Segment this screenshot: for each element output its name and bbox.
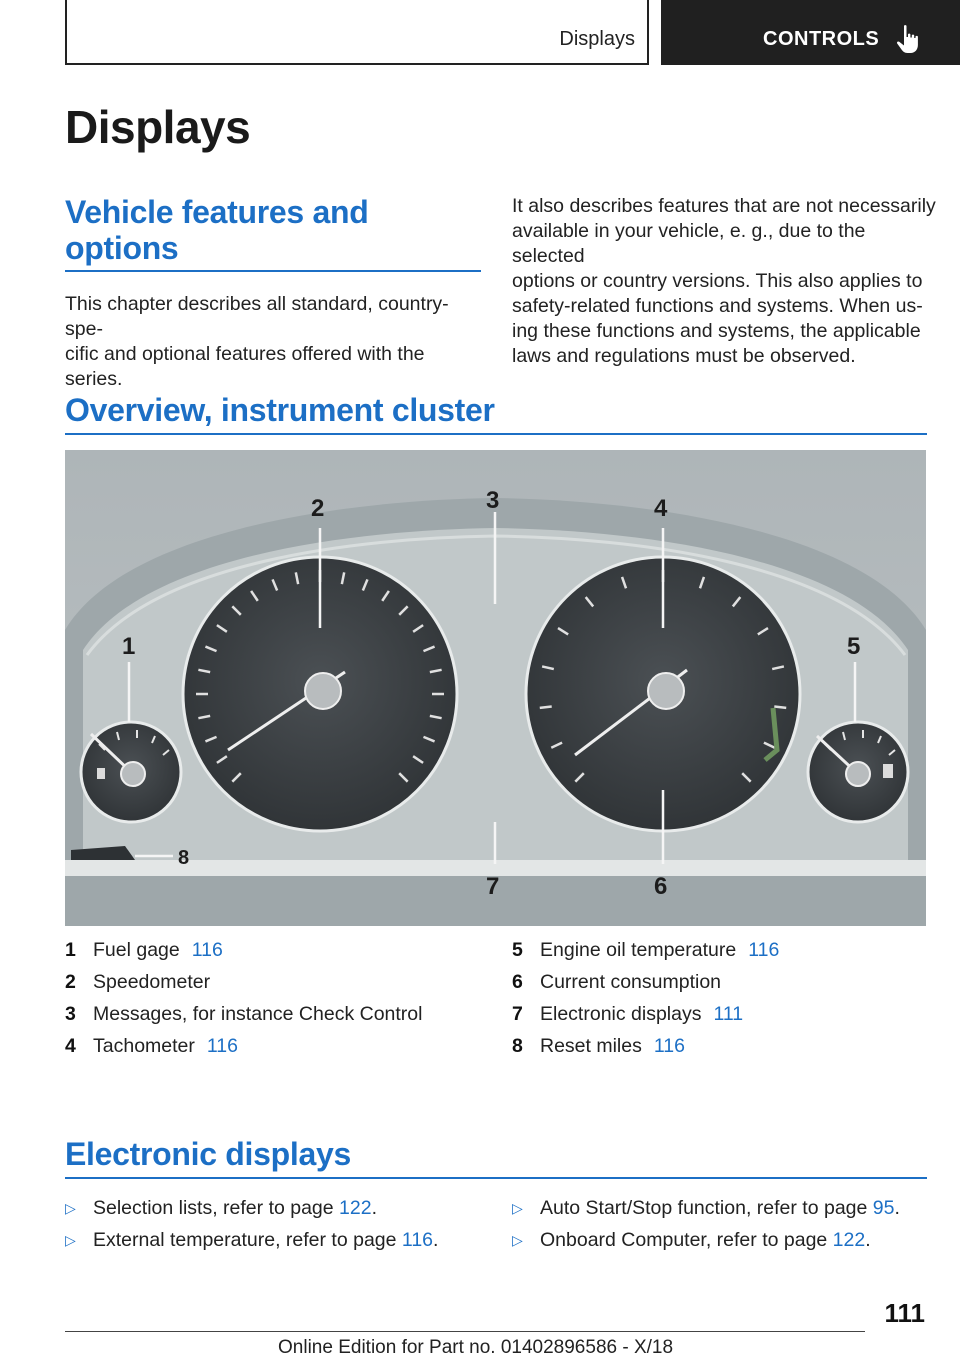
- vehicle-features-heading: [65, 194, 368, 266]
- legend-number: 5: [512, 939, 523, 961]
- triangle-bullet-icon: ▷: [65, 1200, 76, 1216]
- page-reference-link[interactable]: 116: [191, 939, 223, 961]
- intro-right-line: safety-related functions and systems. When us‐: [512, 295, 923, 317]
- bullet-end: .: [371, 1197, 378, 1219]
- hand-pointer-icon: [895, 24, 921, 54]
- legend-label: Reset miles: [540, 1035, 642, 1057]
- legend-number: 3: [65, 1003, 76, 1025]
- page-reference-link[interactable]: 116: [748, 939, 780, 961]
- header-chapter-box: [661, 0, 960, 65]
- fuel-pump-icon: [97, 768, 105, 779]
- page-title: Displays: [65, 101, 251, 153]
- bullet-end: .: [894, 1197, 900, 1219]
- legend-label: Tachometer: [93, 1035, 195, 1057]
- bullet-text: Auto Start/Stop function, refer to page: [540, 1197, 873, 1219]
- bullet-text: External temperature, refer to page: [93, 1229, 402, 1251]
- bullet-end: .: [865, 1229, 871, 1251]
- legend-label: Fuel gage: [93, 939, 180, 961]
- legend-item: [512, 998, 779, 1030]
- intro-right-line: options or country versions. This also applies to: [512, 270, 923, 292]
- intro-right-line: It also describes features that are not necessarily: [512, 195, 936, 217]
- page-reference-link[interactable]: 122: [832, 1229, 866, 1251]
- intro-right-line: available in your vehicle, e. g., due to the selected: [512, 220, 866, 267]
- list-item: [65, 1224, 438, 1256]
- page-number: 111: [884, 1298, 925, 1328]
- intro-left-line: cific and optional features offered with the series.: [65, 343, 425, 390]
- legend-item: [65, 1030, 422, 1062]
- overview-heading: Overview, instrument cluster: [65, 392, 495, 428]
- dial-tick: [540, 707, 552, 708]
- legend-number: 6: [512, 971, 523, 993]
- page-reference-link[interactable]: 95: [872, 1197, 895, 1219]
- legend-label: Electronic displays: [540, 1003, 702, 1025]
- electronic-displays-rule: [65, 1177, 927, 1179]
- legend-item: [65, 934, 422, 966]
- intro-right-line: laws and regulations must be observed.: [512, 345, 856, 367]
- header-section-box: [65, 0, 649, 65]
- legend-left: [65, 934, 422, 1062]
- legend-item: [65, 966, 422, 998]
- legend-number: 7: [512, 1003, 523, 1025]
- legend-label: Engine oil temperature: [540, 939, 737, 961]
- legend-number: 2: [65, 971, 76, 993]
- callout-4: 4: [654, 495, 668, 522]
- triangle-bullet-icon: ▷: [512, 1232, 523, 1248]
- header-section-title: Displays: [559, 28, 635, 50]
- vehicle-features-heading-line-2: options: [65, 230, 179, 266]
- intro-right-line: ing these functions and systems, the applicable: [512, 320, 921, 342]
- vehicle-features-rule: [65, 270, 481, 272]
- callout-5: 5: [847, 633, 861, 660]
- fuel-gauge: [81, 722, 181, 822]
- callout-2: 2: [311, 495, 325, 522]
- legend-label: Current consumption: [540, 971, 722, 993]
- page-reference-link[interactable]: 122: [339, 1197, 372, 1219]
- legend-label: Speedometer: [93, 971, 211, 993]
- overview-rule: [65, 433, 927, 435]
- bullet-text: Onboard Computer, refer to page: [540, 1229, 833, 1251]
- dial-tick: [774, 707, 786, 708]
- bullets-right: [512, 1192, 900, 1256]
- legend-item: [512, 1030, 779, 1062]
- callout-7: 7: [486, 873, 500, 900]
- legend-number: 1: [65, 939, 76, 961]
- oil-temperature-gauge: [808, 722, 908, 822]
- vehicle-features-heading-line-1: Vehicle features and: [65, 194, 369, 230]
- intro-left-line: This chapter describes all standard, country-spe‐: [65, 293, 449, 340]
- list-item: [65, 1192, 438, 1224]
- list-item: [512, 1224, 900, 1256]
- bullet-text: Selection lists, refer to page: [93, 1197, 340, 1219]
- bullets-left: [65, 1192, 438, 1256]
- page-reference-link[interactable]: 116: [401, 1229, 434, 1251]
- callout-8: 8: [178, 847, 190, 869]
- bullet-end: .: [433, 1229, 439, 1251]
- callout-1: 1: [122, 633, 136, 660]
- triangle-bullet-icon: ▷: [65, 1232, 76, 1248]
- legend-number: 8: [512, 1035, 523, 1057]
- list-item: [512, 1192, 900, 1224]
- footer-rule: [65, 1331, 865, 1332]
- electronic-displays-heading: Electronic displays: [65, 1136, 351, 1172]
- vehicle-features-intro-left: [65, 292, 485, 392]
- legend-number: 4: [65, 1035, 76, 1057]
- footer-edition-text: Online Edition for Part no. 01402896586 - X/18: [278, 1337, 674, 1358]
- header-chapter-title: CONTROLS: [763, 28, 880, 50]
- page-reference-link[interactable]: 116: [206, 1035, 238, 1057]
- callout-6: 6: [654, 873, 668, 900]
- legend-right: [512, 934, 779, 1062]
- instrument-cluster-illustration: [65, 450, 926, 926]
- legend-item: [512, 934, 779, 966]
- triangle-bullet-icon: ▷: [512, 1200, 523, 1216]
- vehicle-features-intro-right: [512, 194, 942, 369]
- page-reference-link[interactable]: 116: [653, 1035, 685, 1057]
- oil-can-icon: [883, 764, 893, 778]
- callout-3: 3: [486, 487, 500, 514]
- legend-item: [512, 966, 779, 998]
- legend-item: [65, 998, 422, 1030]
- page-reference-link[interactable]: 111: [713, 1003, 744, 1025]
- legend-label: Messages, for instance Check Control: [93, 1003, 423, 1025]
